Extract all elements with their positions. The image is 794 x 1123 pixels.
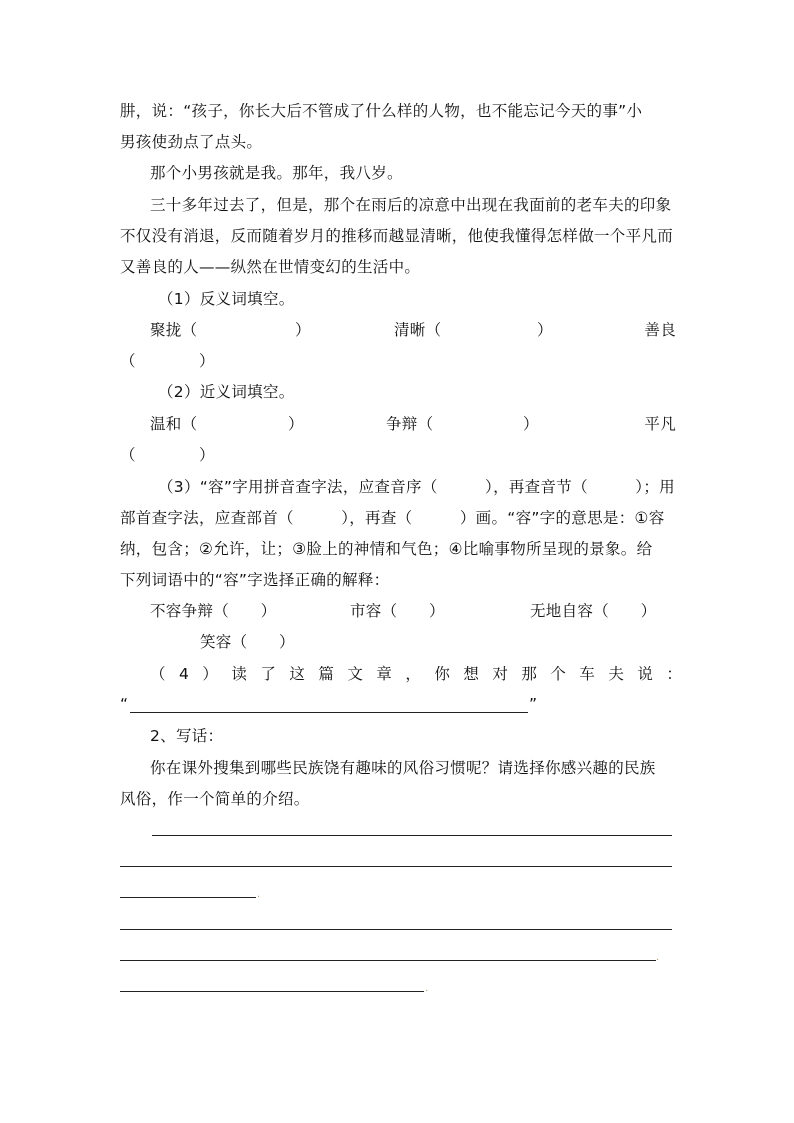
q3-line3: 纳，包含；②允许，让；③脸上的神情和气色；④比喻事物所呈现的景象。给	[120, 540, 653, 558]
section2-title: 2、写话：	[150, 727, 224, 745]
q3-word-1: 不容争辩（ ）	[150, 602, 277, 620]
q4-prompt-text: （4）读了这篇文章，你想对那个车夫说：	[150, 665, 696, 683]
section2-line2: 风俗，作一个简单的介绍。	[120, 790, 310, 808]
q2-item-1-close: ）	[288, 415, 304, 433]
q4-open-quote: “	[120, 695, 129, 713]
story-p1-line1: 肼，说：“孩子，你长大后不管成了什么样的人物，也不能忘记今天的事”小	[120, 102, 643, 120]
q2-title: （2）近义词填空。	[158, 383, 295, 401]
q1-item-1-open: 聚拢（	[150, 321, 198, 339]
q2-item-1-open: 温和（	[150, 415, 198, 433]
story-p3-line3: 又善良的人——纵然在世情变幻的生活中。	[120, 258, 421, 276]
q1-wrap-blank: （ ）	[120, 352, 215, 370]
q3-line1: （3）“容”字用拼音查字法，应查音序（ ），再查音节（ ）；用	[158, 478, 675, 496]
q2-wrap-blank: （ ）	[120, 446, 215, 464]
story-p1-line2: 男孩使劲点了点头。	[120, 133, 263, 151]
stray-mark-icon: .	[425, 983, 429, 994]
q4-close-quote: ”	[529, 695, 538, 713]
q1-item-2-open: 清晰（	[394, 321, 442, 339]
stray-mark-icon: .	[257, 889, 261, 900]
q1-item-1-close: ）	[295, 321, 311, 339]
q3-word-3: 无地自容（ ）	[530, 602, 657, 620]
section2-line1: 你在课外搜集到哪些民族饶有趣味的风俗习惯呢？请选择你感兴趣的民族	[150, 759, 656, 777]
stray-mark-icon: .	[656, 952, 660, 963]
writing-line-2[interactable]	[120, 866, 672, 867]
q3-line2: 部首查字法，应查部首（ ），再查（ ）画。“容”字的意思是：①容	[120, 509, 665, 527]
writing-line-4[interactable]	[120, 929, 672, 930]
writing-line-3[interactable]	[120, 897, 256, 898]
q4-answer-line[interactable]	[130, 712, 528, 713]
q1-title: （1）反义词填空。	[158, 290, 295, 308]
story-p3-line1: 三十多年过去了，但是，那个在雨后的凉意中出现在我面前的老车夫的印象	[150, 196, 672, 214]
q1-item-2-close: ）	[537, 321, 553, 339]
q1-item-3: 善良	[644, 321, 676, 339]
story-p3-line2: 不仅没有消退，反而随着岁月的推移而越显清晰，他使我懂得怎样做一个平凡而	[120, 227, 674, 245]
writing-line-6[interactable]	[120, 991, 424, 992]
story-p2: 那个小男孩就是我。那年，我八岁。	[150, 164, 403, 182]
q3-line4: 下列词语中的“容”字选择正确的解释：	[120, 571, 390, 589]
q3-word-2: 市容（ ）	[350, 602, 445, 620]
q2-item-2-open: 争辩（	[386, 415, 434, 433]
q2-item-3: 平凡	[644, 415, 676, 433]
writing-line-1[interactable]	[152, 835, 672, 836]
q4-prompt	[150, 664, 696, 684]
q2-item-2-close: ）	[523, 415, 539, 433]
writing-line-5[interactable]	[120, 960, 656, 961]
q3-word-4: 笑容（ ）	[200, 633, 295, 651]
